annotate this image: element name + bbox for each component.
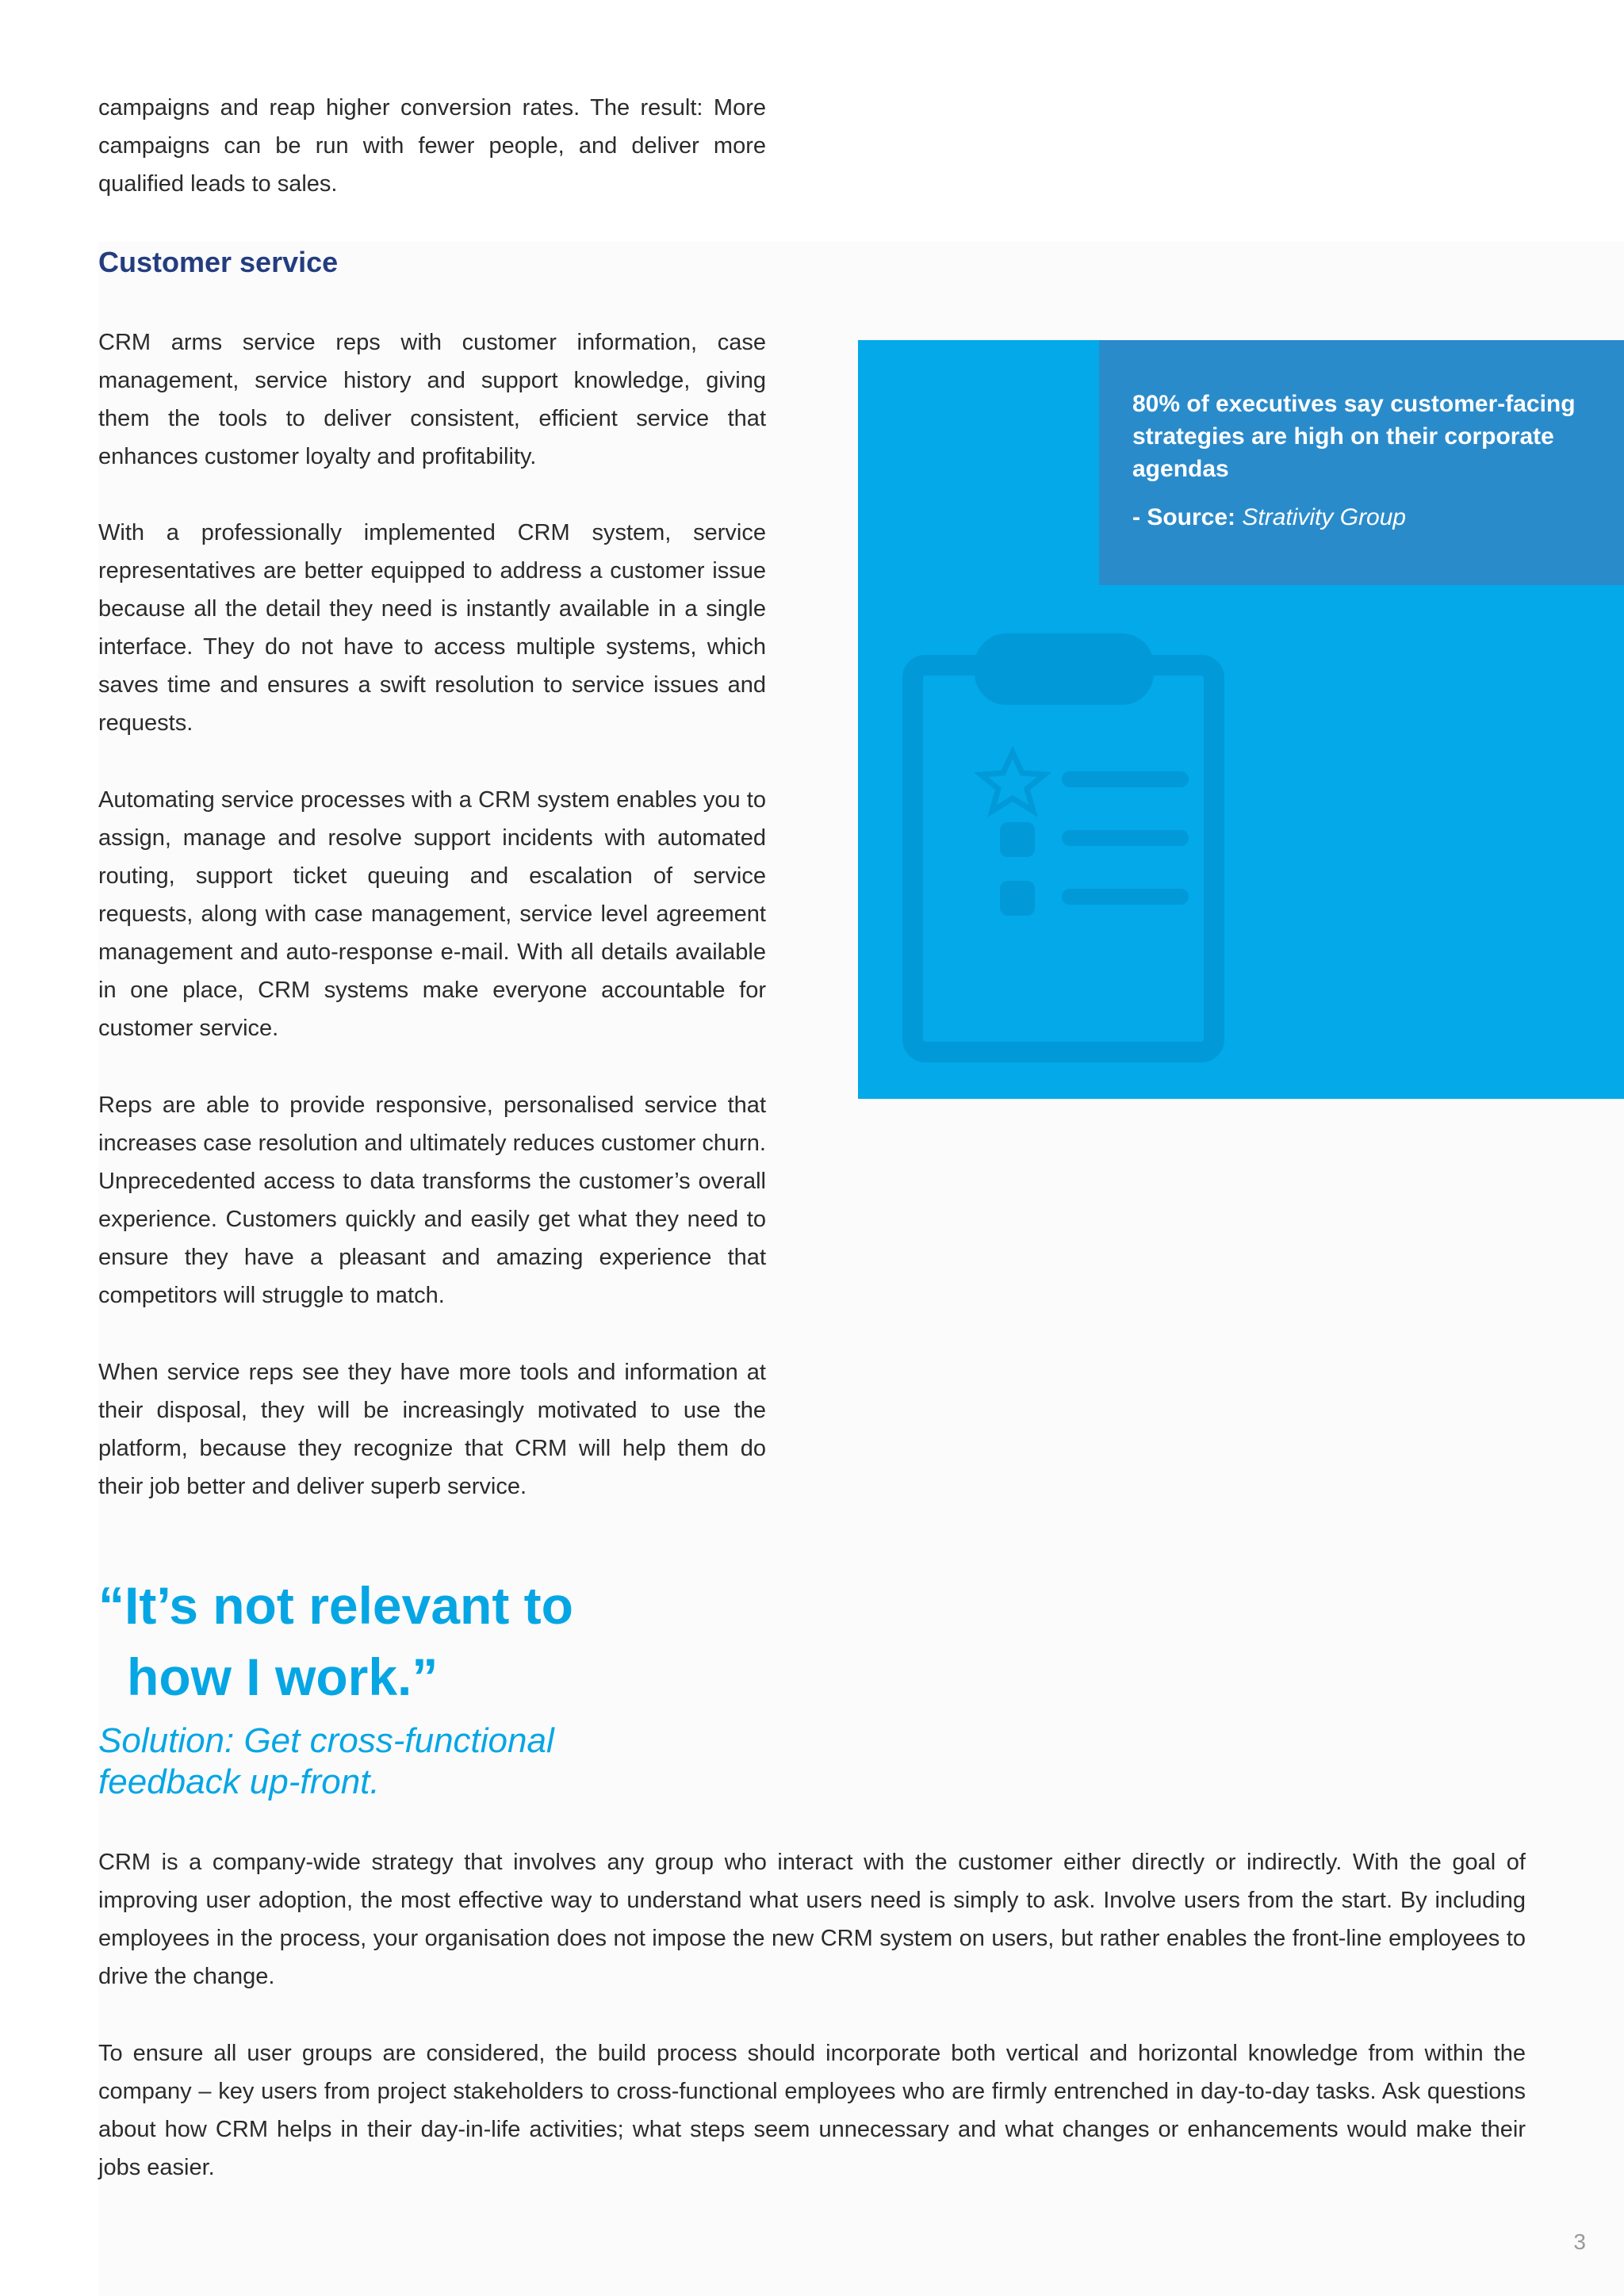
source-name: Strativity Group — [1242, 504, 1407, 530]
clipboard-checklist-icon — [902, 633, 1235, 1077]
section-heading: Customer service — [98, 246, 339, 278]
stat-source — [1132, 501, 1406, 534]
paragraph-automating-service: Automating service processes with a CRM system enables you to assign, manage and resolve support incidents with automated routing, support ticket queuing and escalation of service requests, along with case management, service level agreement management and auto-response e-mail. With all details available in one place, CRM systems make everyone accountable for customer service. — [98, 787, 766, 1041]
paragraph-service-reps: CRM arms service reps with customer information, case management, service history and support knowledge, giving them the tools to deliver consistent, efficient service that enhances customer loyalty and profitability. — [98, 330, 766, 469]
stat-callout — [858, 340, 1624, 1099]
pull-quote — [98, 1570, 573, 1712]
paragraph-motivated-reps: When service reps see they have more tools and information at their disposal, they will be increasingly motivated to use the platform, because they recognize that CRM will help them do their job better and deliver superb service. — [98, 1360, 766, 1499]
paragraph-responsive-service: Reps are able to provide responsive, personalised service that increases case resolution and ultimately reduces customer churn. Unprecedented access to data transforms the customer’s overall experience. Customers quickly and easily get what they need to ensure they have a pleasant and amazing experience that competitors will struggle to match. — [98, 1093, 766, 1308]
stat-panel — [1099, 340, 1624, 585]
pull-quote-line1: “It’s not relevant to — [98, 1576, 573, 1635]
source-label: - Source: — [1132, 504, 1236, 530]
solution-subtitle: Solution: Get cross-functional feedback up-front. — [98, 1721, 554, 1801]
pull-quote-line2: how I work.” — [127, 1647, 439, 1706]
intro-paragraph: campaigns and reap higher conversion rates. The result: More campaigns can be run with fewer people, and deliver more qualified leads to sales. — [98, 95, 766, 197]
paragraph-implemented-crm: With a professionally implemented CRM system, service representatives are better equipped to address a customer issue because all the detail they need is instantly available in a single interface. They do not have to access multiple systems, which saves time and ensures a swift resolution to service issues and requests. — [98, 520, 766, 736]
paragraph-user-groups: To ensure all user groups are considered, the build process should incorporate both vertical and horizontal knowledge from within the company – key users from project stakeholders to cross-functional employees who are firmly entrenched in day-to-day tasks. Ask questions about how CRM helps in their day-in-life activities; what steps seem unnecessary and what changes or enhancements would make their jobs easier. — [98, 2041, 1526, 2180]
stat-statement: 80% of executives say customer-facing strategies are high on their corporate agendas — [1132, 391, 1576, 482]
paragraph-company-wide: CRM is a company-wide strategy that involves any group who interact with the customer either directly or indirectly. With the goal of improving user adoption, the most effective way to understand what users need is simply to ask. Involve users from the start. By including employees in the process, your organisation does not impose the new CRM system on users, but rather enables the front-line employees to drive the change. — [98, 1850, 1526, 1989]
page-number: 3 — [1573, 2229, 1586, 2254]
